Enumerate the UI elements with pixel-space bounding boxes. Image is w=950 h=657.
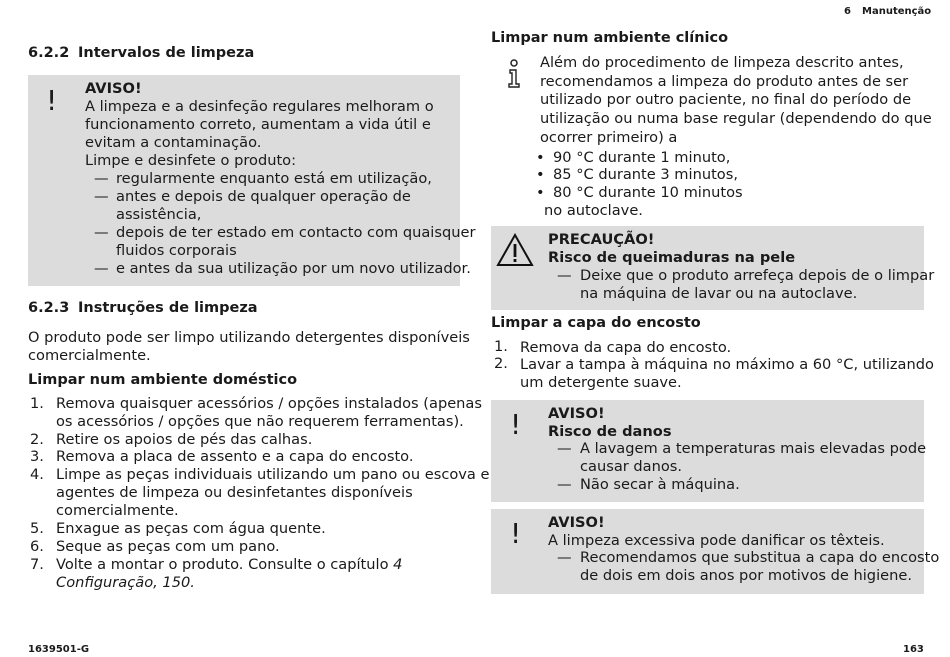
page-number: 163 bbox=[903, 644, 924, 655]
section-title-622: Intervalos de limpeza bbox=[78, 45, 255, 61]
exclamation-icon: ! bbox=[510, 408, 522, 441]
bullet-dot: • bbox=[536, 184, 545, 201]
info-text: no autoclave. bbox=[544, 202, 643, 219]
section-title-623: Instruções de limpeza bbox=[78, 300, 258, 316]
step-number: 7. bbox=[30, 556, 44, 573]
temperature-item: 85 °C durante 3 minutos, bbox=[553, 166, 738, 183]
warning-item: causar danos. bbox=[580, 458, 683, 475]
caution-item: Deixe que o produto arrefeça depois de o limpar bbox=[580, 267, 935, 284]
chapter-title: Manutenção bbox=[862, 6, 932, 17]
step-text: Remova quaisquer acessórios / opções instalados (apenas bbox=[56, 395, 482, 412]
warning-label: AVISO! bbox=[548, 405, 605, 422]
section-number-623: 6.2.3 bbox=[28, 300, 70, 316]
warning-text: funcionamento correto, aumentam a vida útil e bbox=[85, 116, 431, 133]
bullet-dot: • bbox=[536, 166, 545, 183]
step-text: Seque as peças com um pano. bbox=[56, 538, 280, 555]
warning-item: e antes da sua utilização por um novo utilizador. bbox=[116, 260, 471, 277]
dash-bullet: — bbox=[94, 260, 109, 277]
chapter-reference-link[interactable]: Configuração, 150. bbox=[56, 574, 195, 591]
dash-bullet: — bbox=[94, 170, 109, 187]
warning-item: regularmente enquanto está em utilização, bbox=[116, 170, 432, 187]
document-id: 1639501-G bbox=[28, 644, 90, 655]
step-text bbox=[56, 556, 402, 574]
step-number: 6. bbox=[30, 538, 44, 555]
step-text: Remova da capa do encosto. bbox=[520, 339, 732, 356]
temperature-item: 80 °C durante 10 minutos bbox=[553, 184, 743, 201]
info-text: Além do procedimento de limpeza descrito antes, bbox=[540, 54, 904, 71]
step-text-part: Volte a montar o produto. Consulte o capítulo bbox=[56, 556, 389, 573]
step-number: 1. bbox=[494, 338, 508, 355]
step-text: os acessórios / opções que não requerem ferramentas). bbox=[56, 413, 464, 430]
step-number: 3. bbox=[30, 448, 44, 465]
dash-bullet: — bbox=[557, 476, 572, 493]
warning-item: antes e depois de qualquer operação de bbox=[116, 188, 411, 205]
exclamation-icon: ! bbox=[46, 84, 58, 117]
step-text: agentes de limpeza ou desinfetantes disponíveis bbox=[56, 484, 413, 501]
warning-title: Risco de danos bbox=[548, 423, 672, 440]
subheading-cover: Limpar a capa do encosto bbox=[491, 315, 701, 331]
step-number: 4. bbox=[30, 466, 44, 483]
step-text: Enxague as peças com água quente. bbox=[56, 520, 326, 537]
chapter-reference-number[interactable]: 4 bbox=[393, 556, 403, 573]
intro-text: O produto pode ser limpo utilizando detergentes disponíveis bbox=[28, 329, 470, 346]
info-icon bbox=[505, 59, 523, 93]
warning-item: Recomendamos que substitua a capa do encosto bbox=[580, 549, 940, 566]
dash-bullet: — bbox=[94, 188, 109, 205]
warning-label: AVISO! bbox=[85, 80, 142, 97]
warning-text: A limpeza excessiva pode danificar os têxteis. bbox=[548, 532, 885, 549]
step-text: um detergente suave. bbox=[520, 374, 682, 391]
section-number-622: 6.2.2 bbox=[28, 45, 70, 61]
step-text: Retire os apoios de pés das calhas. bbox=[56, 431, 313, 448]
warning-item: Não secar à máquina. bbox=[580, 476, 740, 493]
step-text: Lavar a tampa à máquina no máximo a 60 °C, utilizando bbox=[520, 356, 934, 373]
caution-item: na máquina de lavar ou na autoclave. bbox=[580, 285, 858, 302]
dash-bullet: — bbox=[557, 549, 572, 566]
caution-triangle-icon bbox=[496, 233, 534, 271]
dash-bullet: — bbox=[557, 440, 572, 457]
caution-title: Risco de queimaduras na pele bbox=[548, 249, 796, 266]
temperature-item: 90 °C durante 1 minuto, bbox=[553, 149, 731, 166]
info-text: recomendamos a limpeza do produto antes de ser bbox=[540, 73, 909, 90]
warning-label: AVISO! bbox=[548, 514, 605, 531]
bullet-dot: • bbox=[536, 149, 545, 166]
warning-text: Limpe e desinfete o produto: bbox=[85, 152, 297, 169]
step-text: comercialmente. bbox=[56, 502, 179, 519]
step-number: 5. bbox=[30, 520, 44, 537]
step-number: 2. bbox=[494, 355, 508, 372]
subheading-clinic: Limpar num ambiente clínico bbox=[491, 30, 729, 46]
caution-label: PRECAUÇÃO! bbox=[548, 231, 655, 248]
dash-bullet: — bbox=[557, 267, 572, 284]
subheading-home: Limpar num ambiente doméstico bbox=[28, 372, 298, 388]
info-text: ocorrer primeiro) a bbox=[540, 129, 678, 146]
info-text: utilizado por outro paciente, no final do período de bbox=[540, 91, 912, 108]
warning-item: assistência, bbox=[116, 206, 202, 223]
exclamation-icon: ! bbox=[510, 517, 522, 550]
intro-text: comercialmente. bbox=[28, 347, 151, 364]
warning-text: evitam a contaminação. bbox=[85, 134, 262, 151]
step-text: Limpe as peças individuais utilizando um pano ou escova e bbox=[56, 466, 490, 483]
warning-text: A limpeza e a desinfeção regulares melhoram o bbox=[85, 98, 434, 115]
info-text: utilização ou numa base regular (dependendo do que bbox=[540, 110, 932, 127]
chapter-number: 6 bbox=[844, 6, 851, 17]
warning-item: de dois em dois anos por motivos de higiene. bbox=[580, 567, 912, 584]
step-text: Remova a placa de assento e a capa do encosto. bbox=[56, 448, 414, 465]
step-number: 2. bbox=[30, 431, 44, 448]
step-number: 1. bbox=[30, 395, 44, 412]
warning-item: depois de ter estado em contacto com quaisquer bbox=[116, 224, 476, 241]
dash-bullet: — bbox=[94, 224, 109, 241]
warning-item: fluidos corporais bbox=[116, 242, 237, 259]
warning-item: A lavagem a temperaturas mais elevadas pode bbox=[580, 440, 927, 457]
